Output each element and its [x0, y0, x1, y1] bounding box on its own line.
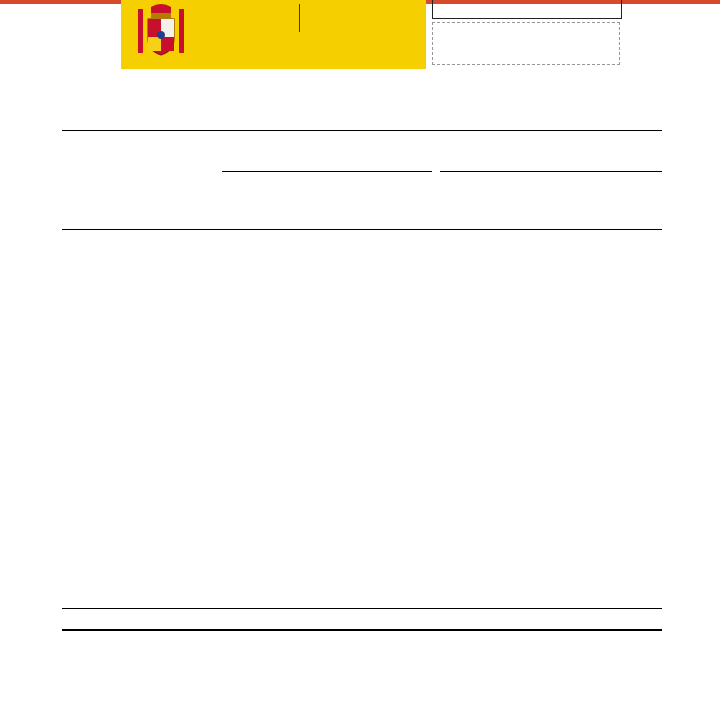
hosp-group-rule	[222, 171, 432, 172]
direccion-general-box	[432, 22, 620, 65]
header-bottom-rule	[62, 229, 662, 230]
table-bottom-rule	[62, 629, 662, 631]
coat-of-arms-icon	[135, 3, 187, 61]
logo-divider	[299, 4, 300, 32]
header-box-top	[432, 0, 622, 19]
table-top-rule	[62, 130, 662, 131]
uci-group-rule	[440, 171, 662, 172]
table-row-total	[62, 609, 662, 629]
ministry-logo	[121, 0, 426, 69]
